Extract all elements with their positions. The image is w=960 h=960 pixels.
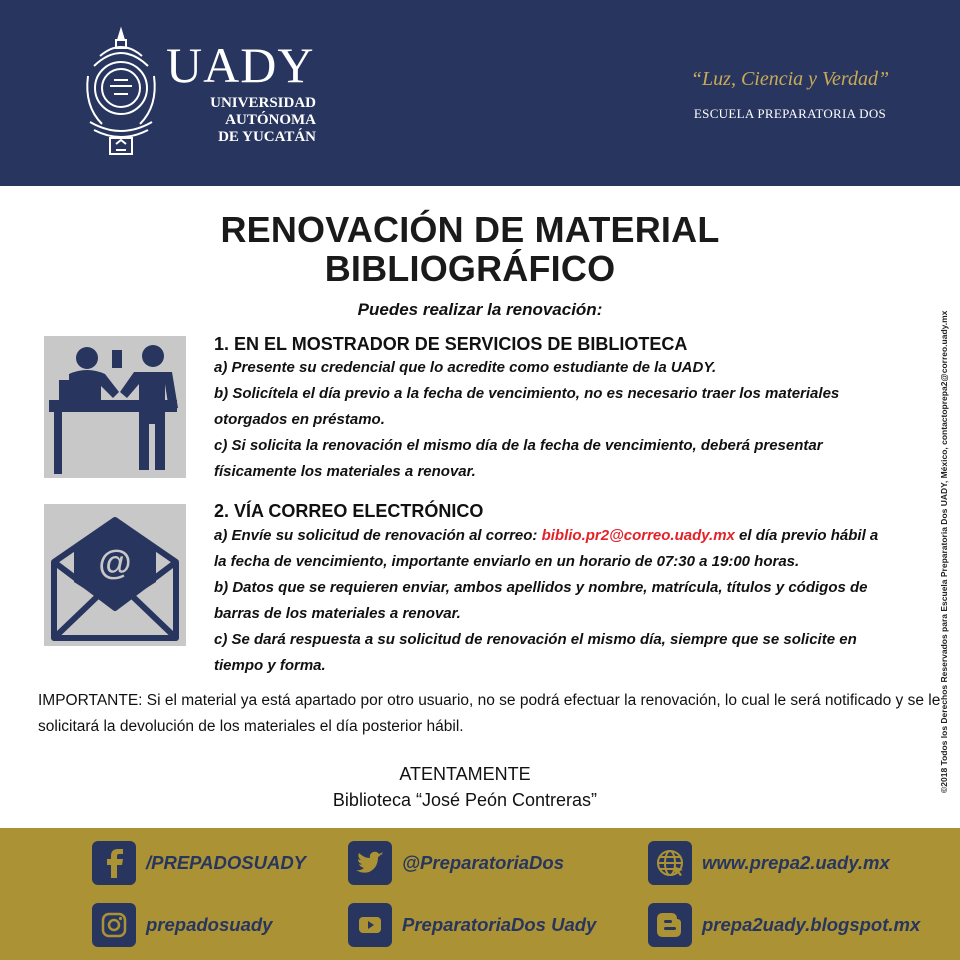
section1-line-c: c) Si solicita la renovación el mismo día de la fecha de vencimiento, deberá presentar	[214, 437, 823, 454]
section1-line-a: a) Presente su credencial que lo acredite como estudiante de la UADY.	[214, 359, 717, 376]
email-envelope-icon	[44, 504, 186, 646]
section1-line-b2: otorgados en préstamo.	[214, 411, 385, 428]
subtitle: Puedes realizar la renovación:	[357, 300, 603, 319]
section1-line-c2: físicamente los materiales a renovar.	[214, 463, 476, 480]
section2-line-b2: barras de los materiales a renovar.	[214, 605, 461, 622]
library-email-link[interactable]: biblio.pr2@correo.uady.mx	[541, 527, 735, 544]
motto: “Luz, Ciencia y Verdad”	[690, 68, 890, 90]
youtube-icon	[348, 903, 392, 947]
facebook-link[interactable]	[92, 842, 306, 884]
facebook-label: /PREPADOSUADY	[146, 852, 307, 873]
section1-line-b: b) Solicítela el día previo a la fecha de vencimiento, no es necesario traer los materiales	[214, 385, 840, 402]
instagram-icon	[92, 903, 136, 947]
instagram-link[interactable]	[92, 904, 272, 946]
blog-label: prepa2uady.blogspot.mx	[702, 914, 921, 935]
section1-heading: 1. EN EL MOSTRADOR DE SERVICIOS DE BIBLIOTECA	[214, 334, 688, 354]
important-note-line1: IMPORTANTE: Si el material ya está apartado por otro usuario, no se podrá efectuar la renovación, lo cual le será notificado y se le	[38, 692, 941, 709]
brand-line-yucatan: DE YUCATÁN	[218, 129, 316, 145]
website-label: www.prepa2.uady.mx	[702, 852, 890, 873]
section2-line-b: b) Datos que se requieren enviar, ambos apellidos y nombre, matrícula, títulos y códigos de	[214, 579, 868, 596]
page-title-line1: RENOVACIÓN DE MATERIAL	[220, 209, 720, 250]
website-link[interactable]	[648, 842, 890, 884]
section2-line-a-before: a) Envíe su solicitud de renovación al correo:	[214, 527, 542, 544]
section2-line-c: c) Se dará respuesta a su solicitud de renovación el mismo día, siempre que se solicite en	[214, 631, 857, 648]
university-seal-icon	[80, 26, 162, 160]
school-name: ESCUELA PREPARATORIA DOS	[693, 106, 887, 121]
instagram-label: prepadosuady	[146, 914, 273, 935]
section2-heading: 2. VÍA CORREO ELECTRÓNICO	[214, 501, 484, 521]
brand-line-autonoma: AUTÓNOMA	[225, 112, 316, 128]
email-icon-box	[44, 504, 186, 646]
library-counter-icon-box	[44, 336, 186, 478]
globe-icon	[648, 841, 692, 885]
footer-social-bar	[0, 828, 960, 960]
blogger-icon	[648, 903, 692, 947]
youtube-link[interactable]	[348, 904, 596, 946]
blog-link[interactable]	[648, 904, 920, 946]
section2-line-a-after: el día previo hábil a	[734, 527, 879, 544]
twitter-label: @PreparatoriaDos	[402, 852, 564, 873]
section2-line-a2: la fecha de vencimiento, importante enviarlo en un horario de 07:30 a 19:00 horas.	[214, 553, 800, 570]
library-counter-icon	[44, 336, 186, 478]
brand-line-university: UNIVERSIDAD	[210, 95, 316, 111]
section2-line-a	[214, 526, 878, 546]
page-title-line2: BIBLIOGRÁFICO	[324, 248, 616, 289]
facebook-icon	[92, 841, 136, 885]
important-note-line2: solicitará la devolución de los materiales el día posterior hábil.	[38, 718, 464, 735]
twitter-icon	[348, 841, 392, 885]
closing-library-name: Biblioteca “José Peón Contreras”	[332, 790, 598, 810]
section2-line-c2: tiempo y forma.	[214, 657, 326, 674]
closing-atentamente: ATENTAMENTE	[399, 764, 531, 784]
copyright-notice: ©2018 Todos los Derechos Reservados para Escuela Preparatoria Dos UADY, México, contactoprepa2@correo.uady.mx	[939, 310, 949, 793]
twitter-link[interactable]	[348, 842, 564, 884]
brand-name: UADY	[166, 37, 315, 93]
at-symbol: @	[98, 544, 132, 582]
youtube-label: PreparatoriaDos Uady	[402, 914, 597, 935]
header-banner	[0, 0, 960, 186]
